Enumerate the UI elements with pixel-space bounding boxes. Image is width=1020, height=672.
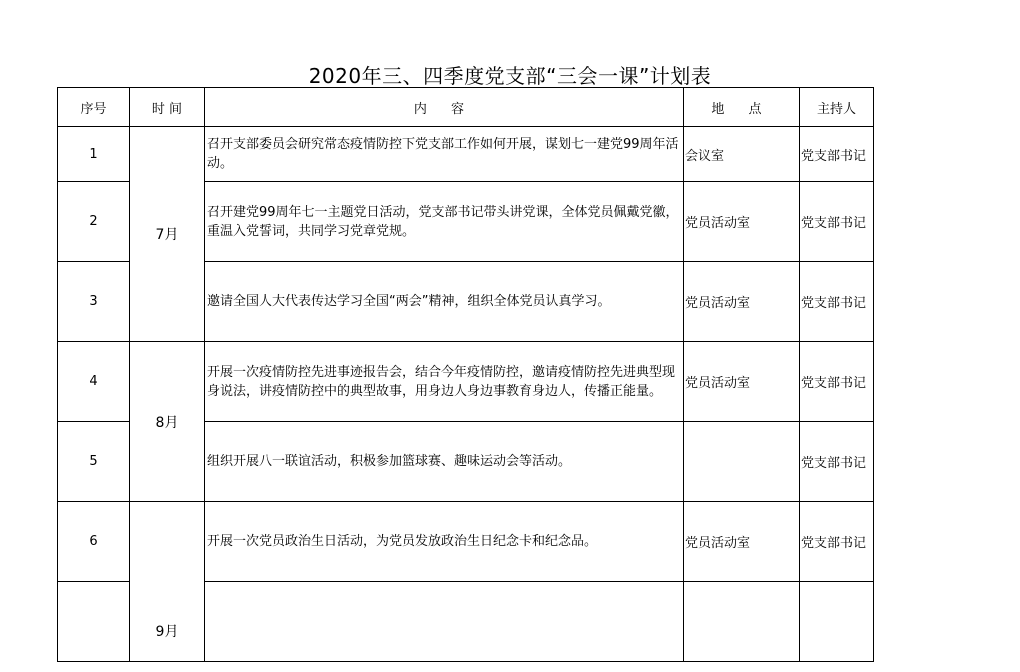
table-row [58,127,874,182]
row-content: 邀请全国人大代表传达学习全国“两会”精神，组织全体党员认真学习。 [205,262,684,342]
row-host: 党支部书记 [800,422,874,502]
row-content: 开展一次疫情防控先进事迹报告会，结合今年疫情防控，邀请疫情防控先进典型现身说法，讲疫情防控中的典型故事，用身边人身边事教育身边人，传播正能量。 [205,342,684,422]
row-place [684,422,800,502]
row-content: 开展一次党员政治生日活动，为党员发放政治生日纪念卡和纪念品。 [205,502,684,582]
row-num: 3 [58,262,130,342]
header-time: 时 间 [130,88,205,127]
row-place: 党员活动室 [684,182,800,262]
row-num: 1 [58,127,130,182]
row-place: 会议室 [684,127,800,182]
header-row [58,88,874,127]
month-cell: 9月 [130,502,205,662]
month-cell: 8月 [130,342,205,502]
row-host: 党支部书记 [800,262,874,342]
header-content: 内 容 [205,88,684,127]
header-host: 主持人 [800,88,874,127]
row-num: 2 [58,182,130,262]
plan-table [57,87,874,662]
row-num: 6 [58,502,130,582]
header-num: 序号 [58,88,130,127]
row-host: 党支部书记 [800,342,874,422]
page-title: 2020年三、四季度党支部“三会一课”计划表 [308,64,712,88]
row-host-empty [800,582,874,662]
row-content: 组织开展八一联谊活动，积极参加篮球赛、趣味运动会等活动。 [205,422,684,502]
table-row [58,502,874,582]
row-content-empty [205,582,684,662]
month-cell: 7月 [130,127,205,342]
row-content: 召开支部委员会研究常态疫情防控下党支部工作如何开展，谋划七一建党99周年活动。 [205,127,684,182]
row-host: 党支部书记 [800,127,874,182]
row-num: 4 [58,342,130,422]
row-num: 5 [58,422,130,502]
row-place: 党员活动室 [684,502,800,582]
row-host: 党支部书记 [800,182,874,262]
row-place: 党员活动室 [684,342,800,422]
header-place: 地 点 [684,88,800,127]
row-host: 党支部书记 [800,502,874,582]
table-row [58,342,874,422]
row-num-empty [58,582,130,662]
row-place-empty [684,582,800,662]
row-content: 召开建党99周年七一主题党日活动，党支部书记带头讲党课，全体党员佩戴党徽，重温入党誓词，共同学习党章党规。 [205,182,684,262]
row-place: 党员活动室 [684,262,800,342]
